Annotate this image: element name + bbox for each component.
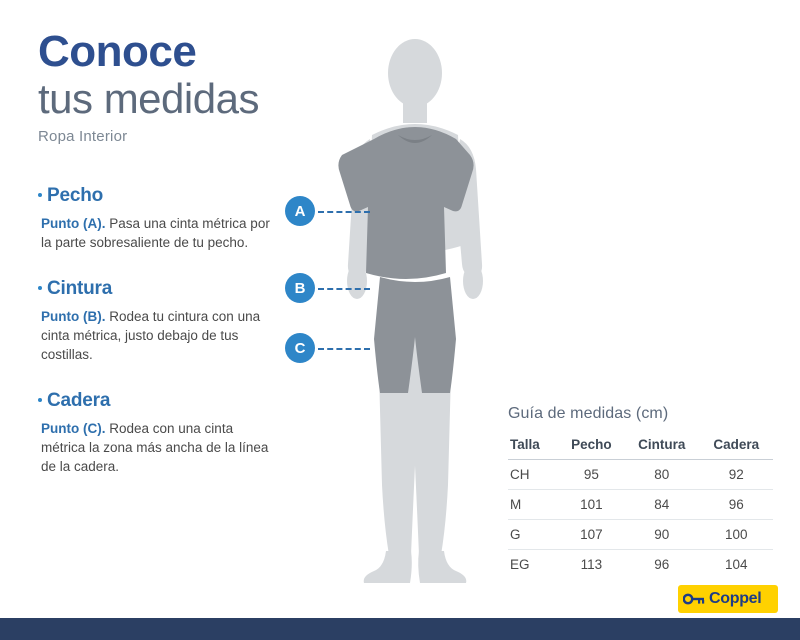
cell-talla: CH <box>510 467 530 482</box>
section-pecho-body <box>41 214 276 252</box>
page-title-line1: Conoce <box>38 27 197 76</box>
cell-talla: EG <box>510 557 530 572</box>
section-cintura-point: Punto (B). <box>41 309 106 324</box>
section-cintura <box>38 278 288 364</box>
cell-talla: M <box>510 497 522 512</box>
page-title-line2: tus medidas <box>38 75 259 122</box>
section-cintura-title: Cintura <box>47 278 113 299</box>
body-figure-illustration <box>300 35 530 595</box>
coppel-logo <box>678 585 778 613</box>
table-row <box>508 460 773 490</box>
table-header-talla: Talla <box>510 437 540 452</box>
size-table-section <box>508 405 773 579</box>
bullet-icon <box>38 398 42 402</box>
table-row <box>508 490 773 520</box>
measurement-sections <box>38 185 288 502</box>
size-table <box>508 437 773 579</box>
page-subtitle: Ropa Interior <box>38 128 128 145</box>
table-header-cintura: Cintura <box>638 437 686 452</box>
table-row <box>508 520 773 550</box>
section-pecho-point: Punto (A). <box>41 216 106 231</box>
cell-cintura: 84 <box>654 497 670 512</box>
section-pecho-head <box>38 185 288 207</box>
section-pecho-text: Pasa una cinta métrica por la parte sobresaliente de tu pecho. <box>41 216 270 250</box>
cell-cadera: 96 <box>728 497 744 512</box>
section-cadera-body <box>41 419 276 476</box>
table-header-row <box>508 437 773 460</box>
cell-cadera: 92 <box>728 467 744 482</box>
marker-b: B <box>285 273 315 303</box>
marker-c-leader-line <box>318 348 370 350</box>
section-pecho <box>38 185 288 252</box>
cell-cintura: 90 <box>654 527 670 542</box>
cell-talla: G <box>510 527 521 542</box>
section-cadera-text: Rodea con una cinta métrica la zona más ancha de la línea de la cadera. <box>41 421 269 474</box>
size-table-title: Guía de medidas (cm) <box>508 405 669 422</box>
cell-cadera: 100 <box>725 527 748 542</box>
cell-pecho: 95 <box>583 467 599 482</box>
marker-c: C <box>285 333 315 363</box>
section-cintura-head <box>38 278 288 300</box>
section-cadera <box>38 390 288 476</box>
bullet-icon <box>38 193 42 197</box>
section-cadera-head <box>38 390 288 412</box>
marker-a: A <box>285 196 315 226</box>
section-cadera-title: Cadera <box>47 390 111 411</box>
cell-pecho: 113 <box>580 557 603 572</box>
size-table-head <box>508 437 773 460</box>
cell-pecho: 107 <box>580 527 603 542</box>
table-row <box>508 550 773 580</box>
bottom-bar <box>0 618 800 640</box>
table-header-pecho: Pecho <box>571 437 612 452</box>
table-header-cadera: Cadera <box>713 437 760 452</box>
cell-cintura: 96 <box>654 557 670 572</box>
bullet-icon <box>38 286 42 290</box>
cell-cadera: 104 <box>725 557 748 572</box>
logo-text: Coppel <box>709 590 762 607</box>
cell-cintura: 80 <box>654 467 670 482</box>
key-icon <box>683 591 705 607</box>
section-cintura-text: Rodea tu cintura con una cinta métrica, justo debajo de tus costillas. <box>41 309 261 362</box>
section-cadera-point: Punto (C). <box>41 421 106 436</box>
marker-b-leader-line <box>318 288 370 290</box>
size-table-body <box>508 460 773 580</box>
marker-a-leader-line <box>318 211 370 213</box>
cell-pecho: 101 <box>580 497 603 512</box>
section-pecho-title: Pecho <box>47 185 104 206</box>
section-cintura-body <box>41 307 276 364</box>
